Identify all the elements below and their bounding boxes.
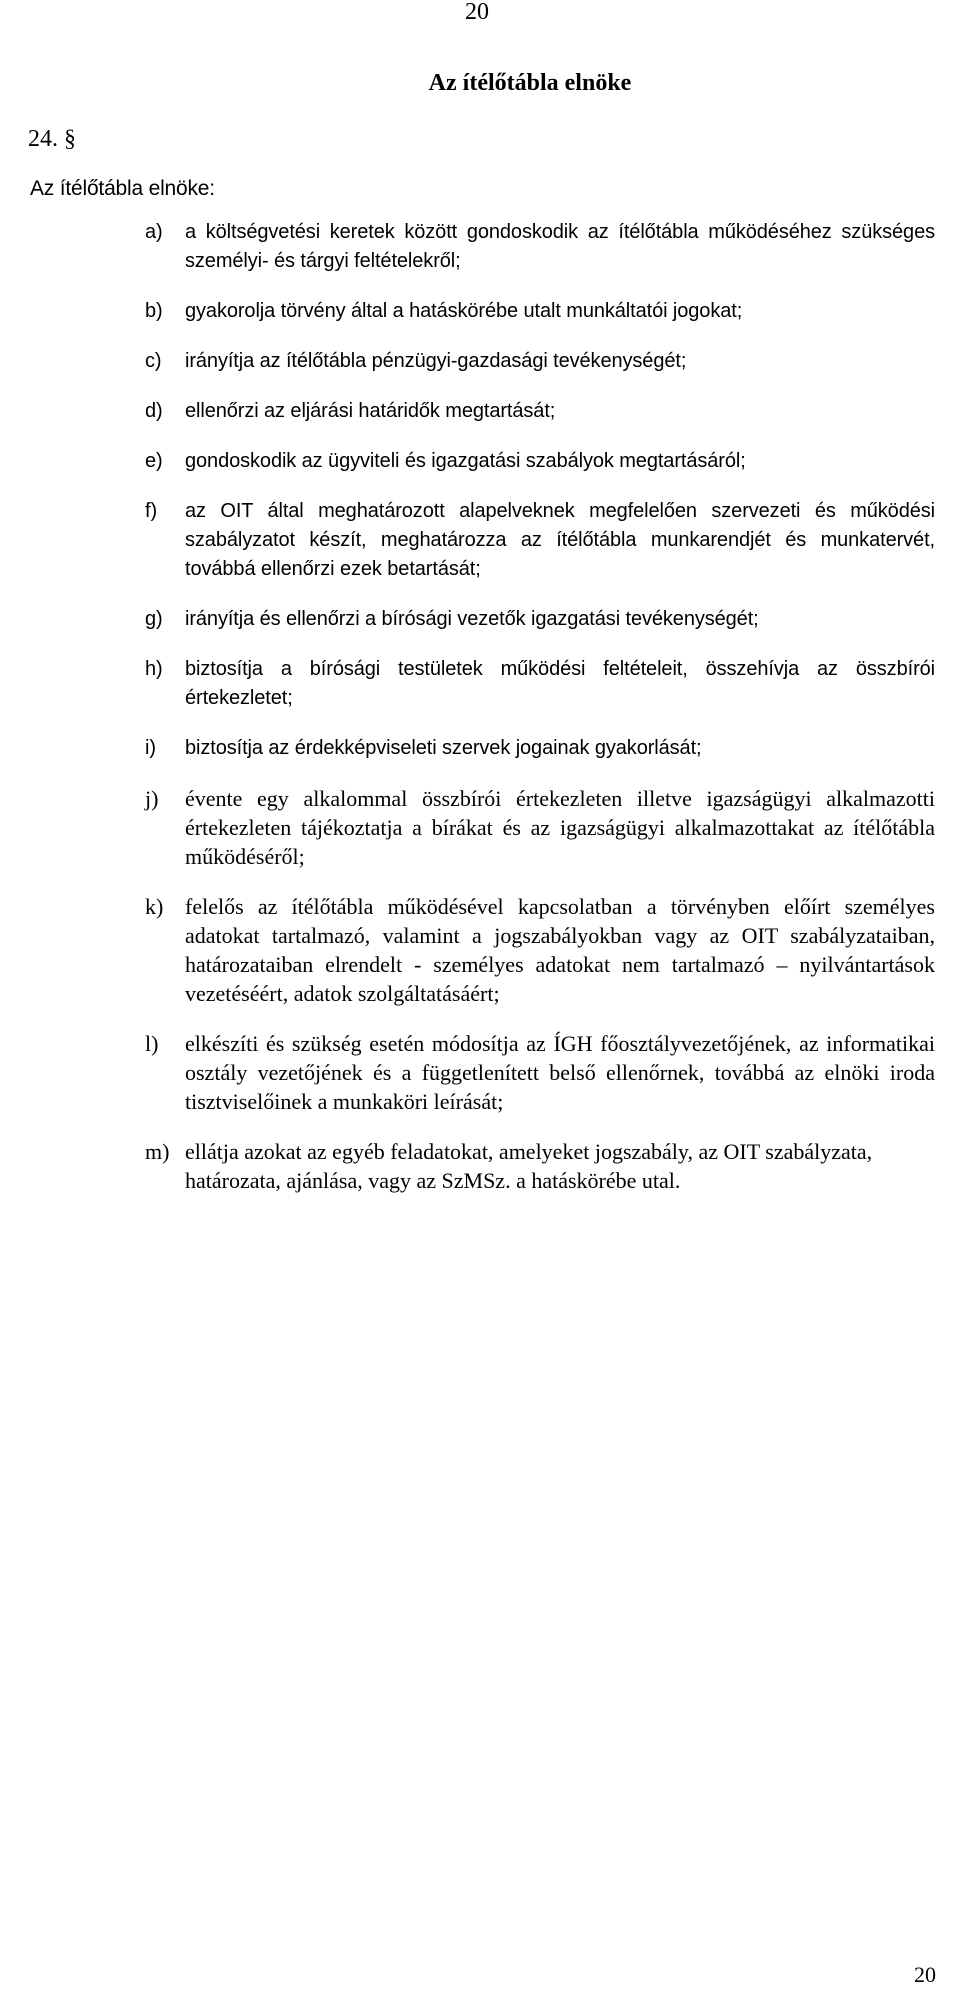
list-item-text: ellenőrzi az eljárási határidők megtartását; <box>185 400 556 422</box>
list-item-text: ellátja azokat az egyéb feladatokat, amelyeket jogszabály, az OIT szabályzata, határozata, ajánlása, vagy az SzMSz. a hatáskörébe utal. <box>185 1139 873 1193</box>
list-item-text: biztosítja az érdekképviseleti szervek jogainak gyakorlását; <box>185 737 702 759</box>
list-item <box>145 397 935 426</box>
list-item <box>145 1137 935 1195</box>
list-item-label: e) <box>145 450 163 472</box>
list-item-label: f) <box>145 500 158 522</box>
list-item <box>145 892 935 1008</box>
list-item-label: d) <box>145 400 163 422</box>
list-item <box>145 347 935 376</box>
list-item-label: j) <box>145 786 159 811</box>
intro-text: Az ítélőtábla elnöke: <box>30 177 215 200</box>
list-item-label: a) <box>145 221 163 243</box>
list-item-text: az OIT által meghatározott alapelveknek megfelelően szervezeti és működési szabályzatot készít, meghatározza az ítélőtábla munkarendjét és munkatervét, továbbá ellenőrzi ezek betartását; <box>185 500 935 580</box>
list-item <box>145 497 935 584</box>
list-item <box>145 297 935 326</box>
list-item-text: irányítja és ellenőrzi a bírósági vezetők igazgatási tevékenységét; <box>185 608 759 630</box>
list-item-text: évente egy alkalommal összbírói értekezleten illetve igazságügyi alkalmazotti értekezleten tájékoztatja a bírákat és az igazságügyi alkalmazottakat az ítélőtábla működéséről; <box>185 786 935 869</box>
list-item-label: g) <box>145 608 163 630</box>
list-item-label: l) <box>145 1031 159 1056</box>
list-item <box>145 447 935 476</box>
list-item-text: biztosítja a bírósági testületek működési feltételeit, összehívja az összbírói értekezletet; <box>185 658 935 709</box>
list-item-label: b) <box>145 300 163 322</box>
list-item-label: h) <box>145 658 163 680</box>
list-item-text: gyakorolja törvény által a hatáskörébe utalt munkáltatói jogokat; <box>185 300 743 322</box>
list-item-label: k) <box>145 894 164 919</box>
list-item <box>145 218 935 276</box>
list-item-text: gondoskodik az ügyviteli és igazgatási szabályok megtartásáról; <box>185 450 746 472</box>
list-item <box>145 605 935 634</box>
page-number-bottom: 20 <box>914 1962 936 1987</box>
list-item-text: felelős az ítélőtábla működésével kapcsolatban a törvényben előírt személyes adatokat tartalmazó, valamint a jogszabályokban vagy az OIT szabályzataiban, határozataiban elrendelt - személyes adatokat nem tartalmazó – nyilvántartások vezetéséért, adatok szolgáltatásáért; <box>185 894 935 1006</box>
page-number-top: 20 <box>465 0 489 25</box>
list-item-text: a költségvetési keretek között gondoskodik az ítélőtábla működéséhez szükséges személyi- és tárgyi feltételekről; <box>185 221 935 272</box>
list-item-text: elkészíti és szükség esetén módosítja az ÍGH főosztályvezetőjének, az informatikai osztály vezetőjének és a függetlenített belső ellenőrnek, továbbá az elnöki iroda tisztviselőinek a munkaköri leírását; <box>185 1031 935 1114</box>
list-item <box>145 784 935 871</box>
list-item <box>145 655 935 713</box>
list-item-label: m) <box>145 1139 170 1164</box>
section-heading: Az ítélőtábla elnöke <box>428 70 632 96</box>
list-item <box>145 734 935 763</box>
list-item <box>145 1029 935 1116</box>
section-number: 24. § <box>28 126 76 152</box>
list-item-label: i) <box>145 737 156 759</box>
list-item-label: c) <box>145 350 162 372</box>
duties-list <box>145 218 935 1216</box>
list-item-text: irányítja az ítélőtábla pénzügyi-gazdasági tevékenységét; <box>185 350 687 372</box>
